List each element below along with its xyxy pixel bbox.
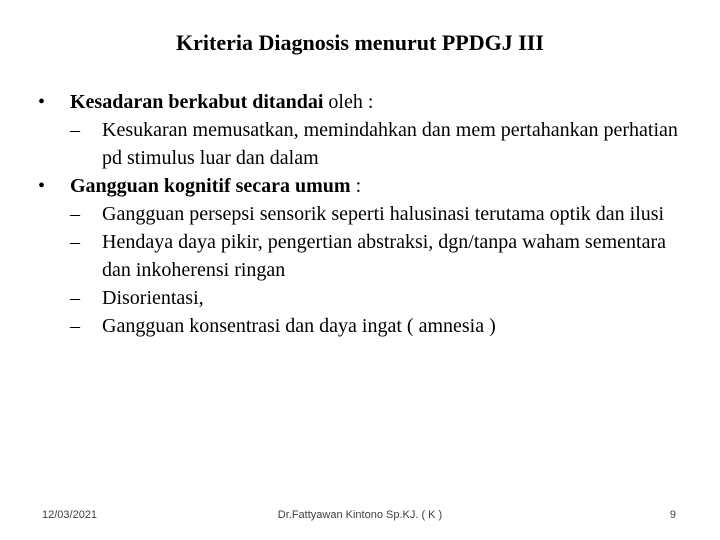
sub-point-text: Disorientasi, [102, 287, 204, 309]
dash-icon: – [70, 315, 80, 337]
bullet-lead: Kesadaran berkabut ditandai [70, 91, 324, 113]
sub-point-text: Gangguan persepsi sensorik seperti halusinasi terutama optik dan ilusi [102, 203, 665, 225]
sub-point [36, 200, 696, 228]
bullet-point [36, 88, 696, 116]
bullet-icon: • [38, 175, 46, 197]
bullet-point [36, 172, 696, 200]
bullet-rest: oleh : [323, 91, 374, 113]
sub-point [36, 228, 696, 284]
slide-title: Kriteria Diagnosis menurut PPDGJ III [176, 30, 544, 55]
footer-author: Dr.Fattyawan Kintono Sp.KJ. ( K ) [277, 509, 443, 521]
sub-point-text: Kesukaran memusatkan, memindahkan dan mem pertahankan perhatian pd stimulus luar dan dalam [102, 119, 678, 169]
sub-point [36, 116, 696, 172]
sub-point [36, 312, 696, 340]
dash-icon: – [70, 231, 80, 253]
bullet-icon: • [38, 91, 46, 113]
slide-body [36, 88, 696, 340]
sub-point [36, 284, 696, 312]
dash-icon: – [70, 287, 80, 309]
sub-point-text: Gangguan konsentrasi dan daya ingat ( amnesia ) [102, 315, 496, 337]
bullet-rest: : [350, 175, 362, 197]
bullet-lead: Gangguan kognitif secara umum [70, 175, 351, 197]
dash-icon: – [70, 203, 80, 225]
footer-date: 12/03/2021 [42, 509, 98, 521]
dash-icon: – [70, 119, 80, 141]
sub-point-text: Hendaya daya pikir, pengertian abstraksi, dgn/tanpa waham sementara dan inkoherensi ringan [102, 231, 666, 281]
page-number: 9 [669, 509, 676, 521]
